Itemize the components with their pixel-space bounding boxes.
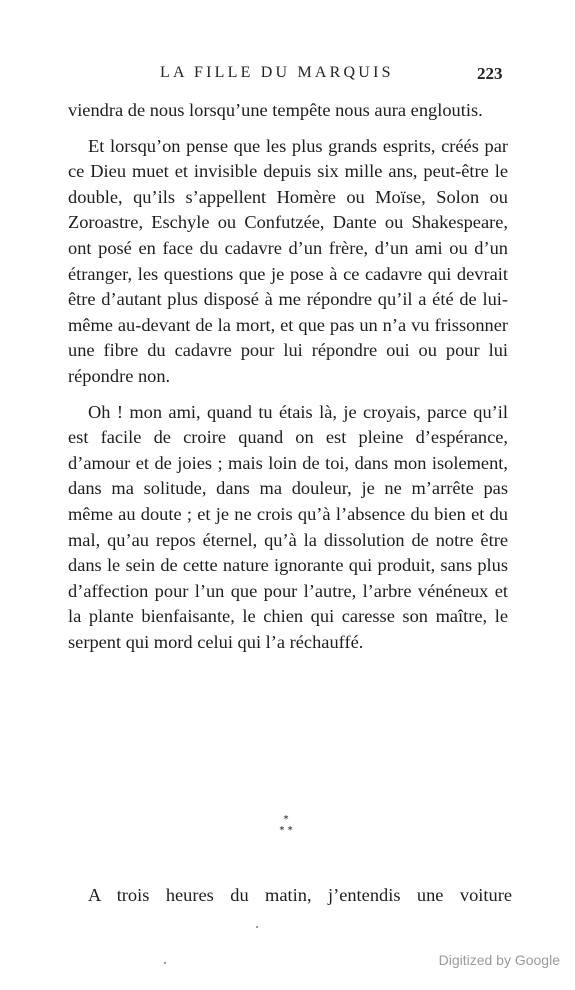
running-head xyxy=(0,64,575,88)
print-speck xyxy=(256,926,258,928)
print-speck xyxy=(164,962,166,964)
asterism-top: * xyxy=(283,814,289,825)
paragraph-continuation: viendra de nous lorsqu’une tempête nous aura engloutis. xyxy=(68,100,483,120)
asterism-bottom: * * xyxy=(279,825,293,836)
body-text xyxy=(68,98,508,665)
paragraph: Et lorsqu’on pense que les plus grands esprits, créés par ce Dieu muet et invisible depuis six mille ans, peut-être le double, qu’ils s’appellent Homère ou Moïse, Solon ou Zoroastre, Eschyle ou Confutzée, Dante ou Shakespeare, ont posé en face du cadavre d’un frère, d’un ami ou d’un étranger, les questions que je pose à ce cadavre qui devrait être d’autant plus disposé à me répondre qu’il a été de lui-même au-devant de la mort, et que pas un n’a vu frissonner une fibre du cadavre pour lui répondre oui ou pour lui répondre non. xyxy=(68,135,508,386)
page-number: 223 xyxy=(477,64,503,83)
running-title: LA FILLE DU MARQUIS xyxy=(160,64,394,81)
next-section-line: A trois heures du matin, j’entendis une voiture xyxy=(88,885,512,905)
section-break-asterism xyxy=(266,814,306,844)
paragraph: Oh ! mon ami, quand tu étais là, je croyais, parce qu’il est facile de croire quand on est pleine d’espérance, d’amour et de joies ; mais loin de toi, dans mon isolement, dans ma solitude, dans ma douleur, je ne m’arrête pas même au doute ; et je ne crois qu’à l’absence du bien et du mal, qu’au repos éternel, qu’à la dissolution de notre être dans le sein de cette nature ignorante qui produit, sans plus d’affection pour l’un que pour l’autre, l’arbre vénéneux et la plante bienfaisante, le chien qui caresse son maître, le serpent qui mord celui qui l’a réchauffé. xyxy=(68,401,508,652)
digitization-watermark: Digitized by Google xyxy=(438,952,560,968)
